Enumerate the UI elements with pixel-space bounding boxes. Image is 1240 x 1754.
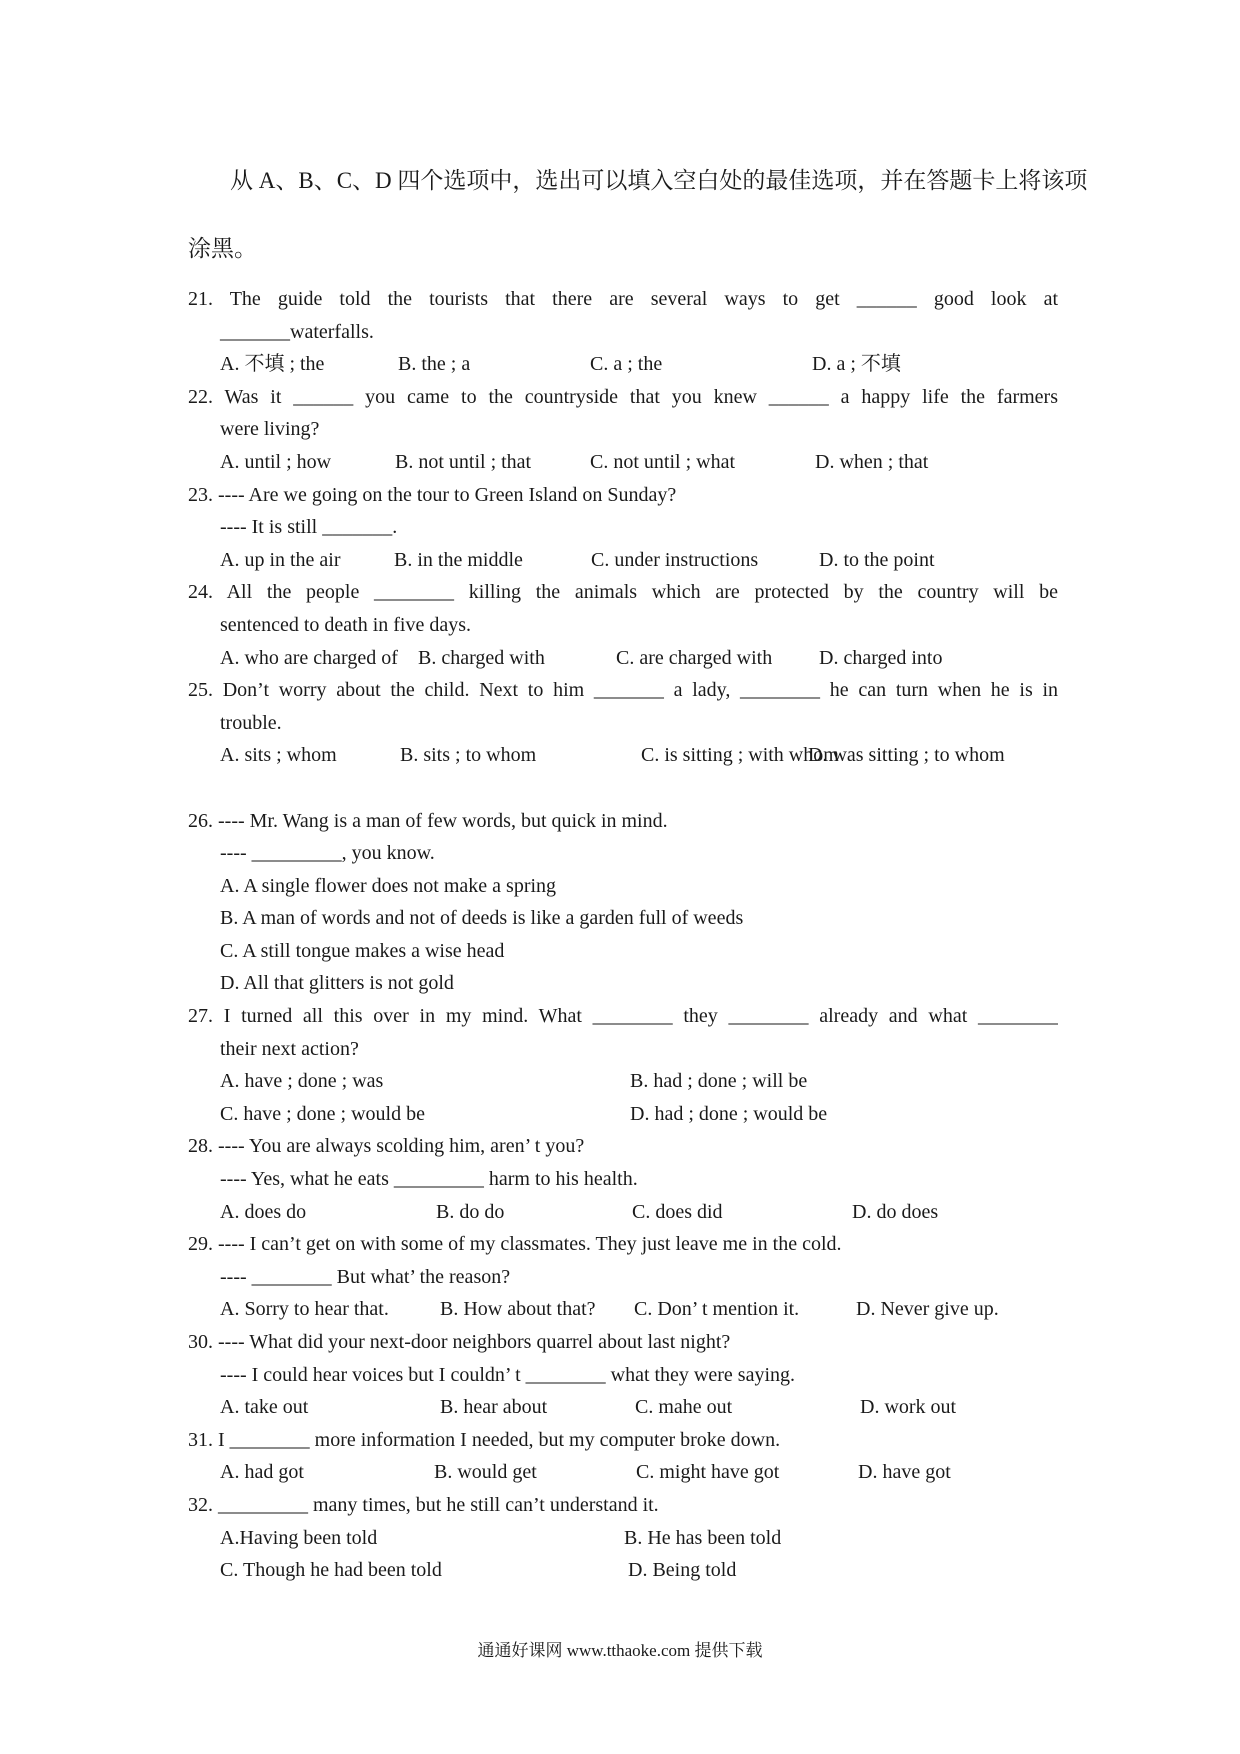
q32-stem-line-1: 32. _________ many times, but he still can’t understand it. <box>188 1493 659 1516</box>
q28-stem-line-1: 28. ---- You are always scolding him, aren’ t you? <box>188 1135 585 1158</box>
q30-option-a: A. take out <box>220 1396 309 1419</box>
q25-option-c: C. is sitting ; with whom <box>641 744 839 767</box>
instruction-line-1: 从 A、B、C、D 四个选项中，选出可以填入空白处的最佳选项，并在答题卡上将该项 <box>230 168 1088 193</box>
q29-option-c: C. Don’ t mention it. <box>634 1298 800 1321</box>
q23-options <box>188 544 1058 577</box>
q27-option-a: A. have ; done ; was <box>220 1070 384 1093</box>
q27-stem-line-1: 27. I turned all this over in my mind. What ________ they ________ already and what ________ <box>188 1005 1058 1028</box>
q22-stem-line-1: 22. Was it ______ you came to the countryside that you knew ______ a happy life the farmers <box>188 385 1058 408</box>
q21-options <box>188 348 1058 381</box>
q23-option-d: D. to the point <box>819 548 935 571</box>
q25-option-a: A. sits ; whom <box>220 744 337 767</box>
q21-stem-line-1: 21. The guide told the tourists that there are several ways to get ______ good look at <box>188 288 1058 310</box>
question-list <box>188 283 1058 1587</box>
q27-stem-line-2: their next action? <box>220 1037 359 1060</box>
q24-option-a: A. who are charged of <box>220 646 398 669</box>
footer-source-text: 通通好课网 www.tthaoke.com 提供下载 <box>477 1641 763 1660</box>
q28-option-d: D. do does <box>852 1200 939 1223</box>
instruction-line-2: 涂黑。 <box>188 236 257 261</box>
q32-option-c: C. Though he had been told <box>220 1559 442 1582</box>
q25-options <box>188 739 1058 772</box>
q27-option-d: D. had ; done ; would be <box>630 1102 828 1125</box>
q25-option-d: D. was sitting ; to whom <box>808 744 1005 767</box>
q26-stem-line-1: 26. ---- Mr. Wang is a man of few words, but quick in mind. <box>188 809 668 832</box>
q27-options-row-1 <box>188 1065 1058 1098</box>
q21-option-d: D. a ; 不填 <box>812 353 901 376</box>
q29-option-a: A. Sorry to hear that. <box>220 1298 389 1321</box>
q23-option-a: A. up in the air <box>220 548 341 571</box>
q28-option-c: C. does did <box>632 1200 723 1223</box>
q21-option-c: C. a ; the <box>590 353 663 376</box>
q24-option-b: B. charged with <box>418 646 545 669</box>
q26-option-d: D. All that glitters is not gold <box>220 972 454 995</box>
q30-option-c: C. mahe out <box>635 1396 733 1419</box>
q22-option-a: A. until ; how <box>220 450 332 473</box>
q29-options <box>188 1293 1058 1326</box>
q26-option-c: C. A still tongue makes a wise head <box>220 939 505 962</box>
q31-stem-line-1: 31. I ________ more information I needed, but my computer broke down. <box>188 1428 781 1451</box>
q30-stem-line-2: ---- I could hear voices but I couldn’ t ________ what they were saying. <box>220 1363 796 1386</box>
q28-option-a: A. does do <box>220 1200 307 1223</box>
q21-option-a: A. 不填 ; the <box>220 353 325 376</box>
q29-option-d: D. Never give up. <box>856 1298 999 1321</box>
q27-option-c: C. have ; done ; would be <box>220 1102 425 1125</box>
q27-options-row-2 <box>188 1098 1058 1131</box>
q30-option-b: B. hear about <box>440 1396 548 1419</box>
q21-stem-line-2: _______waterfalls. <box>220 320 374 343</box>
q29-option-b: B. How about that? <box>440 1298 596 1321</box>
q24-options <box>188 642 1058 675</box>
q24-option-c: C. are charged with <box>616 646 773 669</box>
q30-stem-line-1: 30. ---- What did your next-door neighbors quarrel about last night? <box>188 1331 731 1353</box>
q24-stem-line-1: 24. All the people ________ killing the animals which are protected by the country will be <box>188 581 1058 604</box>
q24-stem-line-2: sentenced to death in five days. <box>220 613 472 636</box>
q23-option-c: C. under instructions <box>591 548 759 571</box>
q23-option-b: B. in the middle <box>394 548 523 571</box>
q24-option-d: D. charged into <box>819 646 943 669</box>
q25-stem-line-2: trouble. <box>220 711 282 734</box>
q31-option-a: A. had got <box>220 1461 304 1484</box>
q28-stem-line-2: ---- Yes, what he eats _________ harm to his health. <box>220 1168 638 1191</box>
q28-option-b: B. do do <box>436 1200 505 1223</box>
q22-option-c: C. not until ; what <box>590 450 735 473</box>
q32-option-b: B. He has been told <box>624 1526 782 1549</box>
q23-stem-line-1: 23. ---- Are we going on the tour to Green Island on Sunday? <box>188 483 677 506</box>
q22-option-d: D. when ; that <box>815 450 929 473</box>
q32-options-row-2 <box>188 1554 1058 1587</box>
q29-stem-line-2: ---- ________ But what’ the reason? <box>220 1265 511 1288</box>
q26-option-b: B. A man of words and not of deeds is like a garden full of weeds <box>220 907 744 930</box>
q27-option-b: B. had ; done ; will be <box>630 1070 808 1093</box>
q32-option-a: A.Having been told <box>220 1526 378 1549</box>
q25-option-b: B. sits ; to whom <box>400 744 537 767</box>
q31-option-c: C. might have got <box>636 1461 780 1484</box>
q22-option-b: B. not until ; that <box>395 450 532 473</box>
q31-options <box>188 1456 1058 1489</box>
q32-options-row-1 <box>188 1522 1058 1555</box>
q21-option-b: B. the ; a <box>398 353 471 376</box>
q28-options <box>188 1196 1058 1229</box>
q26-option-a: A. A single flower does not make a spring <box>220 874 557 897</box>
q30-option-d: D. work out <box>860 1396 957 1419</box>
q30-options <box>188 1391 1058 1424</box>
q26-stem-line-2: ---- _________, you know. <box>220 842 435 865</box>
q25-stem-line-1: 25. Don’t worry about the child. Next to him _______ a lady, ________ he can turn when he is in <box>188 679 1058 702</box>
q31-option-d: D. have got <box>858 1461 951 1484</box>
q31-option-b: B. would get <box>434 1461 537 1484</box>
q22-options <box>188 446 1058 479</box>
q29-stem-line-1: 29. ---- I can’t get on with some of my classmates. They just leave me in the cold. <box>188 1233 842 1256</box>
q23-stem-line-2: ---- It is still _______. <box>220 516 398 539</box>
q22-stem-line-2: were living? <box>220 418 320 441</box>
q32-option-d: D. Being told <box>628 1559 737 1582</box>
